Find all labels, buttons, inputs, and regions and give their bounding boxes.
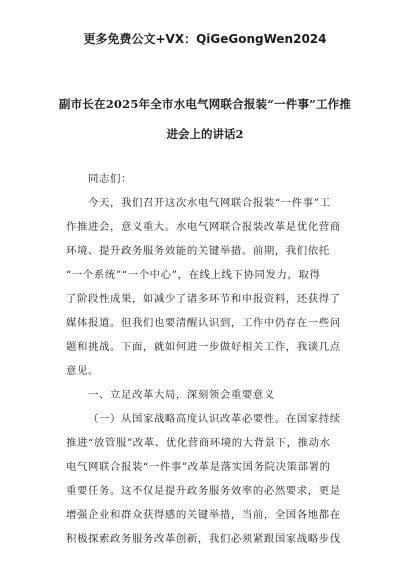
paragraph-line: 积极探索政务服务改革创新，我们必须紧跟国家战略步伐 (66, 533, 341, 545)
paragraph-line: 作推进会，意义重大。水电气网联合报装改革是优化营商 (66, 221, 341, 233)
paragraph-line: 今天，我们召开这次水电气网联合报装“一件事”工 (88, 197, 331, 209)
paragraph-line: 电气网联合报装“一件事”改革是落实国务院决策部署的 (66, 461, 331, 473)
paragraph-line: 环境、提升政务服务效能的关键举措。前期，我们依托 (66, 245, 330, 257)
paragraph-line: 媒体报道。但我们也要清醒认识到，工作中仍存在一些问 (66, 317, 341, 329)
paragraph-line: （一）从国家战略高度认识改革必要性。在国家持续 (88, 413, 341, 425)
paragraph-line: 重要任务。这不仅是提升政务服务效率的必然要求，更是 (66, 485, 341, 497)
paragraph-line: 了阶段性成果，如减少了诸多环节和申报资料，还获得了 (66, 293, 341, 305)
paragraph-line: “一个系统”“一个中心”，在线上线下协同发力，取得 (66, 269, 321, 281)
header-watermark-text: 更多免费公文+VX：QiGeGongWen2024 (83, 32, 327, 46)
title-line-2: 进会上的讲话2 (166, 127, 244, 141)
salutation: 同志们： (88, 173, 132, 185)
paragraph-line: 增强企业和群众获得感的关键举措，当前，全国各地都在 (66, 509, 341, 521)
paragraph-line: 推进“放管服”改革、优化营商环境的大背景下，推动水 (66, 437, 331, 449)
paragraph-line: 题和挑战。下面，就如何进一步做好相关工作，我谈几点 (66, 341, 341, 353)
paragraph-line: 意见。 (66, 365, 99, 377)
title-line-1: 副市长在2025年全市水电气网联合报装“一件事”工作推 (58, 97, 352, 111)
section-heading: 一、立足改革大局，深刻领会重要意义 (88, 389, 275, 401)
